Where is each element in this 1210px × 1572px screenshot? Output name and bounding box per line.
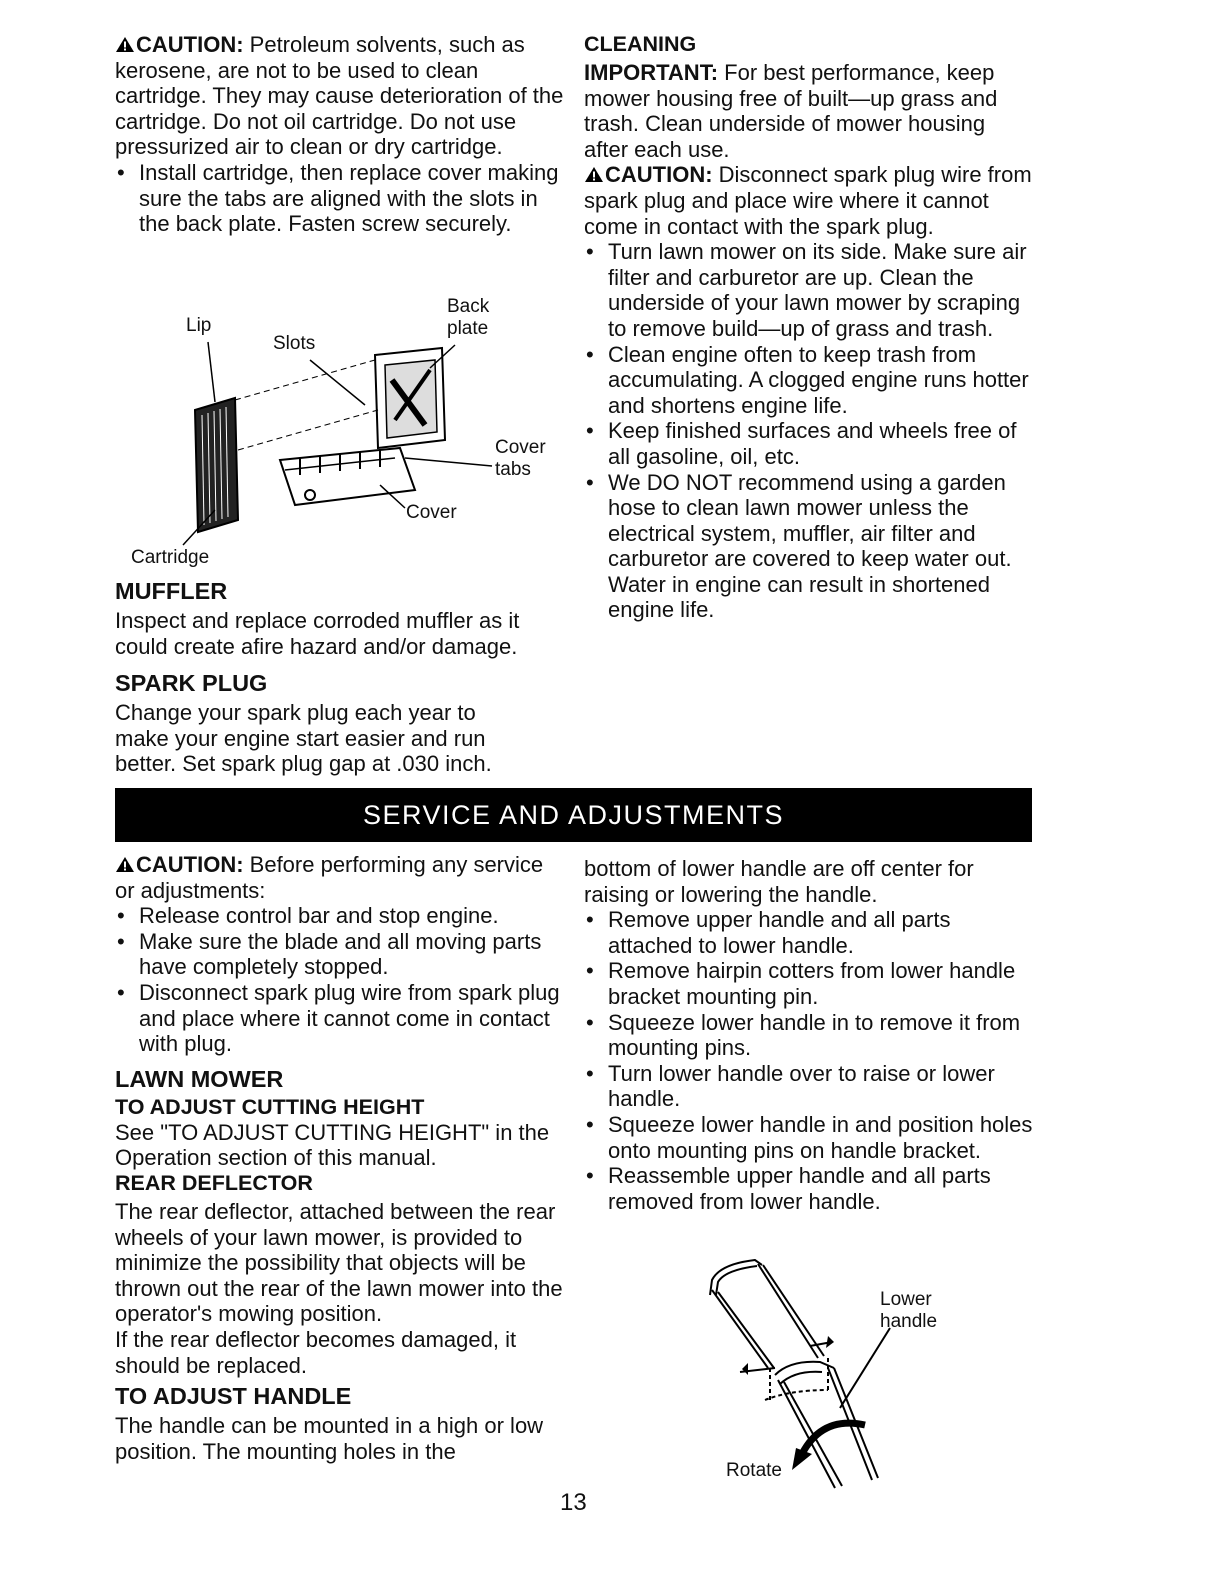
warning-triangle-icon — [584, 166, 604, 183]
list-item: • Turn lawn mower on its side. Make sure air filter and carburetor are up. Clean the underside of your lawn mower by scraping to remove build—up of grass and trash. — [584, 239, 1034, 341]
adjust-cutting-height-heading: TO ADJUST CUTTING HEIGHT — [115, 1094, 425, 1119]
bottom-left-column — [115, 852, 565, 1464]
list-item: • Remove hairpin cotters from lower handle bracket mounting pin. — [584, 958, 1034, 1009]
adjust-handle-heading: TO ADJUST HANDLE — [115, 1383, 352, 1410]
service-caution-bullet-list — [115, 903, 565, 1057]
spark-plug-text: Change your spark plug each year to make your engine start easier and run better. Set spark plug gap at .030 inch. — [115, 700, 492, 777]
list-item: • Make sure the blade and all moving parts have completely stopped. — [115, 929, 565, 980]
list-item: • Install cartridge, then replace cover making sure the tabs are aligned with the slots in the back plate. Fasten screw securely. — [115, 160, 565, 237]
adjust-cutting-height-text: See "TO ADJUST CUTTING HEIGHT" in the Operation section of this manual. — [115, 1119, 550, 1171]
caution-paragraph-service — [115, 852, 565, 903]
top-left-lower-column — [115, 577, 565, 777]
list-item: • Disconnect spark plug wire from spark plug and place where it cannot come in contact with plug. — [115, 980, 565, 1057]
caution-label: CAUTION: — [136, 32, 244, 57]
lower-handle-label-line-2: handle — [880, 1311, 938, 1332]
list-item: • Turn lower handle over to raise or lower handle. — [584, 1061, 1034, 1112]
caution-paragraph-spark-wire — [584, 162, 1034, 239]
muffler-text: Inspect and replace corroded muffler as it could create afire hazard and/or damage. — [115, 608, 520, 659]
cartridge-label: Cartridge — [131, 547, 210, 568]
top-left-column — [115, 32, 565, 237]
rear-deflector-text: The rear deflector, attached between the rear wheels of your lawn mower, is provided to minimize the possibility that objects will be thrown out the rear of the lawn mower into the operator's mowing position. — [115, 1198, 563, 1327]
section-title-band — [115, 788, 1032, 842]
list-item: • Keep finished surfaces and wheels free of all gasoline, oil, etc. — [584, 418, 1034, 469]
caution-paragraph-cartridge — [115, 32, 565, 160]
bottom-right-column — [584, 856, 1034, 1214]
caution-text: Petroleum solvents, such as kerosene, are not to be used to clean cartridge. They may cause deterioration of the cartridge. Do not oil cartridge. Do not use pressurized air to clean or dry cartridge. — [115, 32, 564, 160]
cleaning-bullet-list — [584, 239, 1034, 623]
important-text: For best performance, keep mower housing free of built—up grass and trash. Clean underside of mower housing after each use. — [584, 60, 998, 162]
spark-plug-heading: SPARK PLUG — [115, 670, 268, 697]
back-plate-label-line-2: plate — [447, 318, 489, 339]
adjust-handle-text: The handle can be mounted in a high or low position. The mounting holes in the — [115, 1413, 544, 1464]
important-paragraph — [584, 60, 1034, 162]
rear-deflector-heading: REAR DEFLECTOR — [115, 1170, 313, 1195]
cartridge-bullet-list — [115, 160, 565, 237]
warning-triangle-icon — [115, 856, 135, 873]
air-filter-assembly-diagram — [180, 340, 510, 550]
important-label: IMPORTANT: — [584, 60, 719, 85]
lawn-mower-heading: LAWN MOWER — [115, 1065, 284, 1092]
list-item: • Squeeze lower handle in and position holes onto mounting pins on handle bracket. — [584, 1112, 1034, 1163]
list-item: • Release control bar and stop engine. — [115, 903, 565, 929]
list-item: • Squeeze lower handle in to remove it from mounting pins. — [584, 1010, 1034, 1061]
caution-text: Disconnect spark plug wire from spark plug and place wire where it cannot come in contact with the spark plug. — [584, 162, 1032, 239]
handle-bullet-list — [584, 907, 1034, 1214]
list-item: • Remove upper handle and all parts attached to lower handle. — [584, 907, 1034, 958]
slots-label: Slots — [273, 333, 316, 354]
cover-tabs-label-line-1: Cover — [495, 437, 546, 458]
caution-text: Before performing any service or adjustments: — [115, 852, 544, 903]
list-item: • Reassemble upper handle and all parts removed from lower handle. — [584, 1163, 1034, 1214]
lip-label: Lip — [186, 315, 212, 336]
rotate-label: Rotate — [726, 1460, 782, 1481]
muffler-heading: MUFFLER — [115, 578, 228, 604]
cover-label: Cover — [406, 502, 457, 523]
handle-continued-text: bottom of lower handle are off center for raising or lowering the handle. — [584, 856, 974, 907]
page-number: 13 — [560, 1489, 587, 1516]
cleaning-heading: CLEANING — [584, 32, 697, 56]
caution-label: CAUTION: — [136, 852, 244, 877]
list-item: • We DO NOT recommend using a garden hose to clean lawn mower unless the electrical system, muffler, air filter and carburetor are covered to keep water out. Water in engine can result in shortened engine life. — [584, 470, 1034, 624]
list-item: • Clean engine often to keep trash from accumulating. A clogged engine runs hotter and shortens engine life. — [584, 342, 1034, 419]
caution-label: CAUTION: — [605, 162, 713, 188]
lower-handle-label-line-1: Lower — [880, 1289, 932, 1310]
rear-deflector-replace-text: If the rear deflector becomes damaged, it should be replaced. — [115, 1326, 517, 1378]
cover-tabs-label-line-2: tabs — [495, 459, 531, 480]
warning-triangle-icon — [115, 36, 135, 53]
top-right-column — [584, 32, 1034, 623]
section-title: SERVICE AND ADJUSTMENTS — [362, 800, 785, 830]
back-plate-label-line-1: Back — [447, 296, 490, 317]
